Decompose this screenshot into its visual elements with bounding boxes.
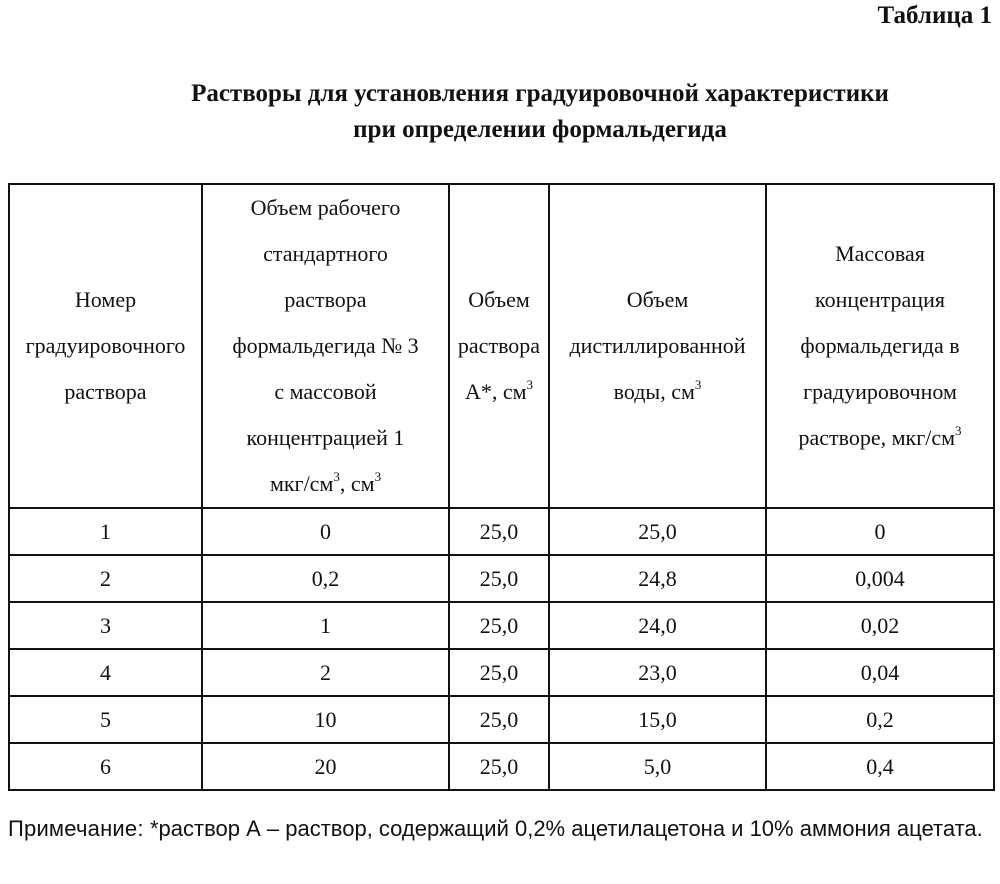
table-cell: 10 <box>202 696 449 743</box>
table-label: Таблица 1 <box>877 2 992 29</box>
table-cell: 25,0 <box>449 696 549 743</box>
table-cell: 1 <box>202 602 449 649</box>
table-cell: 25,0 <box>449 508 549 555</box>
table-cell: 0,4 <box>766 743 994 790</box>
table-cell: 25,0 <box>449 555 549 602</box>
calibration-table <box>8 183 995 791</box>
heading-line-1: Растворы для установления градуировочной характеристики <box>191 80 889 107</box>
table-cell: 20 <box>202 743 449 790</box>
table-cell: 0 <box>202 508 449 555</box>
table-cell: 4 <box>9 649 202 696</box>
table-cell: 25,0 <box>549 508 766 555</box>
table-cell: 3 <box>9 602 202 649</box>
header-solution-number: Номер градуировочного раствора <box>9 184 202 508</box>
table-cell: 25,0 <box>449 743 549 790</box>
footnote <box>8 814 993 844</box>
heading-line-2: при определении формальдегида <box>353 116 727 143</box>
table-cell: 2 <box>202 649 449 696</box>
table-row <box>9 555 994 602</box>
table-row <box>9 508 994 555</box>
table-cell: 6 <box>9 743 202 790</box>
table-cell: 2 <box>9 555 202 602</box>
table-cell: 0,2 <box>202 555 449 602</box>
table-row <box>9 649 994 696</box>
table-row <box>9 602 994 649</box>
table-cell: 0,004 <box>766 555 994 602</box>
table-cell: 0,2 <box>766 696 994 743</box>
table-cell: 1 <box>9 508 202 555</box>
table-cell: 5 <box>9 696 202 743</box>
table-cell: 15,0 <box>549 696 766 743</box>
table-cell: 23,0 <box>549 649 766 696</box>
header-distilled-water-volume: Объем дистиллированной воды, $см^3$ <box>549 184 766 508</box>
table-cell: 5,0 <box>549 743 766 790</box>
header-standard-volume: Объем рабочего стандартного раствора формальдегида № 3 с массовой концентрацией 1 мкг/$см^3$, $см^3$ <box>202 184 449 508</box>
header-solution-a-volume: Объем раствора А*, $см^3$ <box>449 184 549 508</box>
header-mass-concentration: Массовая концентрация формальдегида в градуировочном растворе, мкг/$см^3$ <box>766 184 994 508</box>
footnote-prefix: Примечание: <box>8 816 150 841</box>
header-row <box>9 184 994 508</box>
table-cell: 24,8 <box>549 555 766 602</box>
table-row <box>9 743 994 790</box>
table-cell: 0,04 <box>766 649 994 696</box>
table-cell: 0 <box>766 508 994 555</box>
table-heading <box>0 76 1000 148</box>
table-cell: 25,0 <box>449 649 549 696</box>
table-cell: 0,02 <box>766 602 994 649</box>
table-row <box>9 696 994 743</box>
table-cell: 25,0 <box>449 602 549 649</box>
footnote-text: *раствор А – раствор, содержащий 0,2% ацетилацетона и 10% аммония ацетата. <box>149 816 983 841</box>
table-cell: 24,0 <box>549 602 766 649</box>
